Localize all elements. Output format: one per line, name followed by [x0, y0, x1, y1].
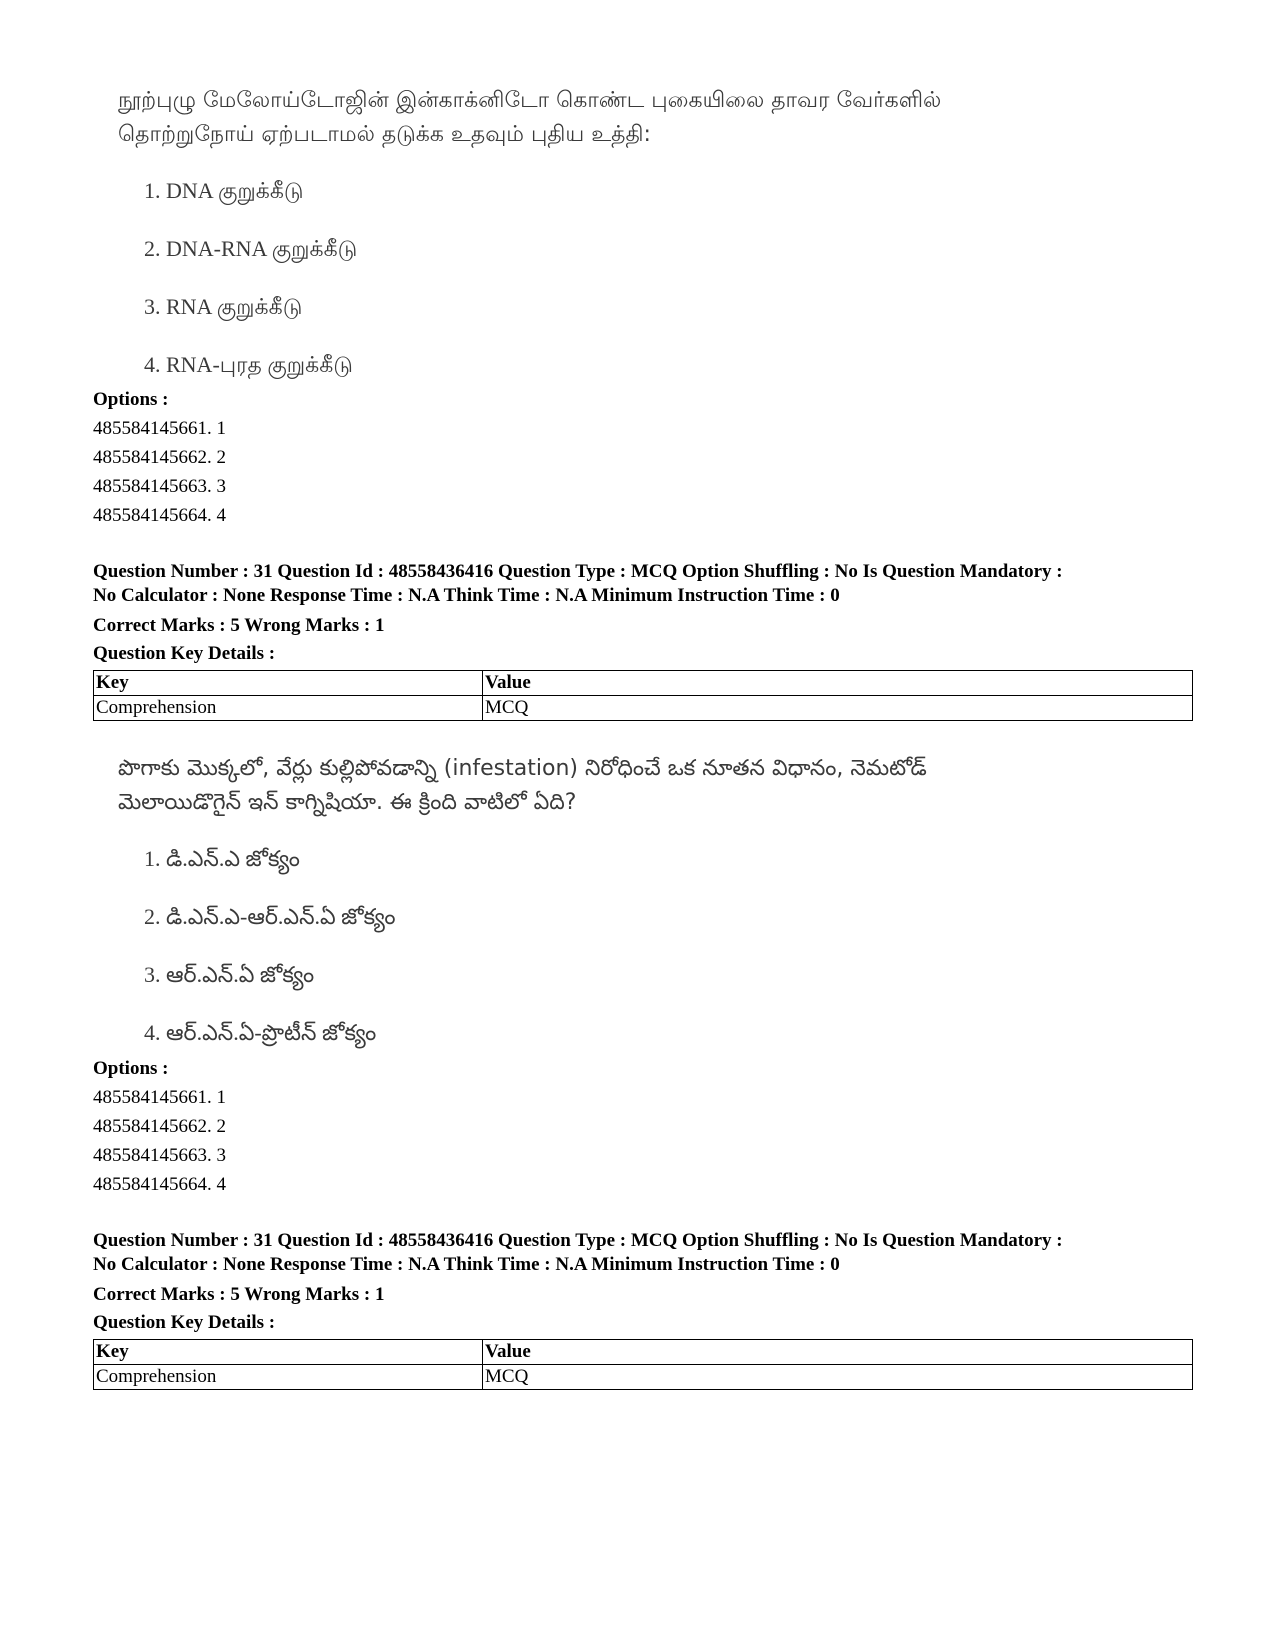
table-header-row [94, 671, 1193, 696]
marks-line: Correct Marks : 5 Wrong Marks : 1 [93, 615, 385, 636]
question-meta-line: No Calculator : None Response Time : N.A Think Time : N.A Minimum Instruction Time : 0 [93, 1254, 840, 1275]
key-details-label: Question Key Details : [93, 1312, 276, 1333]
question-stem [118, 84, 1118, 152]
question-image-options [118, 162, 1118, 394]
marks-line: Correct Marks : 5 Wrong Marks : 1 [93, 1284, 385, 1305]
question-stem [118, 752, 1118, 820]
question-image-tamil [118, 84, 1118, 394]
key-details-table [93, 1339, 1193, 1390]
table-cell: Comprehension [94, 696, 483, 721]
options-label: Options : [93, 1058, 169, 1079]
table-header-cell: Key [94, 671, 483, 696]
question-meta [93, 1229, 1193, 1277]
question-meta-line: No Calculator : None Response Time : N.A Think Time : N.A Minimum Instruction Time : 0 [93, 585, 840, 606]
option-item: 485584145662. 2 [93, 447, 226, 468]
question-image-option: 4. ఆర్.ఎన్.ఏ-ప్రొటీన్ జోక్యం [144, 1020, 377, 1045]
table-header-cell: Value [483, 671, 1193, 696]
question-meta [93, 560, 1193, 608]
question-stem-line: పొగాకు మొక్కలో, వేర్లు కుల్లిపోవడాన్ని (infestation) నిరోధించే ఒక నూతన విధానం, నెమటోడ్ [118, 756, 927, 781]
table-row [94, 696, 1193, 721]
option-item: 485584145661. 1 [93, 1087, 226, 1108]
option-item: 485584145663. 3 [93, 1145, 226, 1166]
options-section [93, 386, 1193, 530]
question-image-option: 3. RNA குறுக்கீடு [144, 294, 303, 319]
question-image-option: 2. DNA-RNA குறுக்கீடு [144, 236, 358, 261]
question-meta-section [93, 1229, 1193, 1390]
question-meta-line: Question Number : 31 Question Id : 48558436416 Question Type : MCQ Option Shuffling : No Is Question Mandatory : [93, 561, 1063, 582]
table-cell: MCQ [483, 696, 1193, 721]
option-item: 485584145662. 2 [93, 1116, 226, 1137]
question-image-options [118, 830, 1118, 1062]
option-item: 485584145663. 3 [93, 476, 226, 497]
option-item: 485584145664. 4 [93, 505, 226, 526]
options-label: Options : [93, 389, 169, 410]
table-cell: MCQ [483, 1365, 1193, 1390]
table-cell: Comprehension [94, 1365, 483, 1390]
option-item: 485584145661. 1 [93, 418, 226, 439]
question-image-option: 3. ఆర్.ఎన్.ఏ జోక్యం [144, 962, 315, 987]
table-header-cell: Value [483, 1340, 1193, 1365]
question-image-option: 1. DNA குறுக்கீடு [144, 178, 304, 203]
option-item: 485584145664. 4 [93, 1174, 226, 1195]
question-image-telugu [118, 752, 1118, 1062]
table-header-row [94, 1340, 1193, 1365]
table-row [94, 1365, 1193, 1390]
key-details-table [93, 670, 1193, 721]
question-image-option: 4. RNA-புரத குறுக்கீடு [144, 352, 353, 377]
question-meta-line: Question Number : 31 Question Id : 48558436416 Question Type : MCQ Option Shuffling : No Is Question Mandatory : [93, 1230, 1063, 1251]
table-header-cell: Key [94, 1340, 483, 1365]
question-image-option: 1. డి.ఎన్.ఎ జోక్యం [144, 846, 300, 871]
key-details-label: Question Key Details : [93, 643, 276, 664]
question-stem-line: நூற்புழு மேலோய்டோஜின் இன்காக்னிடோ கொண்ட புகையிலை தாவர வேர்களில் [118, 88, 942, 113]
options-section [93, 1055, 1193, 1199]
question-image-option: 2. డి.ఎన్.ఎ-ఆర్.ఎన్.ఏ జోక్యం [144, 904, 396, 929]
question-stem-line: మెలాయిడొగైన్ ఇన్ కాగ్నిషియా. ఈ క్రింది వాటిలో ఏది? [118, 790, 577, 815]
question-meta-section [93, 560, 1193, 721]
question-stem-line: தொற்றுநோய் ஏற்படாமல் தடுக்க உதவும் புதிய உத்தி: [118, 122, 651, 147]
